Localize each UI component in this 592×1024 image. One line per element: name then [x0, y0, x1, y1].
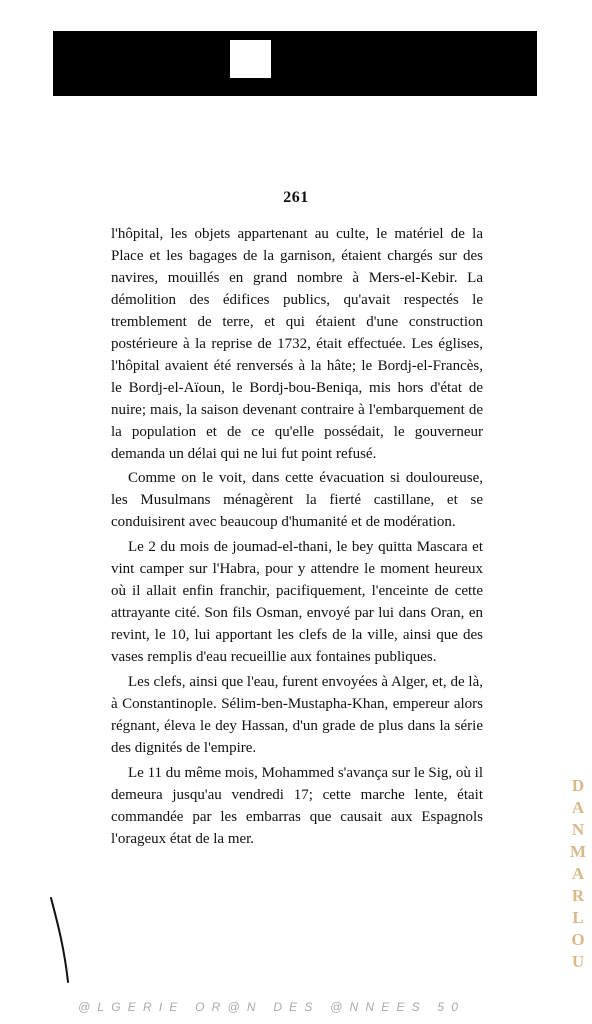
paragraph-2: Comme on le voit, dans cette évacuation si douloureuse, les Musulmans ménagèrent la fierté castillane, et se conduisirent avec beaucoup d'humanité et de modération. [111, 470, 483, 531]
watermark-letter: M [569, 842, 587, 861]
watermark-letter: R [571, 886, 585, 905]
paragraph-4: Les clefs, ainsi que l'eau, furent envoyées à Alger, et, de là, à Constantinople. Sélim-ben-Mustapha-Khan, empereur alors régnant, éleva le dey Hassan, d'un grade de plus dans la série des dignités de l'empire. [111, 674, 483, 756]
footer-watermark: @LGERIE OR@N DES @NNEES 50 [78, 1000, 466, 1014]
paragraph-3: Le 2 du mois de joumad-el-thani, le bey quitta Mascara et vint camper sur l'Habra, pour y attendre le moment heureux où il allait enfin franchir, pacifiquement, l'enceinte de cette attrayante cité. Son fils Osman, envoyé par lui dans Oran, en revint, le 10, lui apportant les clefs de la ville, ainsi que des vases remplis d'eau recueillie aux fontaines publiques. [111, 539, 483, 666]
redaction-bar [53, 31, 537, 96]
watermark-letter: N [571, 820, 585, 839]
page-number: 261 [283, 189, 309, 206]
watermark-letter: A [571, 864, 585, 883]
watermark-letter: D [571, 776, 585, 795]
vertical-watermark [566, 775, 590, 995]
paragraph-1: l'hôpital, les objets appartenant au culte, le matériel de la Place et les bagages de la garnison, étaient chargés sur des navires, mouillés en grand nombre à Mers-el-Kebir. La démolition des édifices publics, qu'avait respectés le tremblement de terre, et qui étaient d'une construction postérieure à la reprise de 1732, était effectuée. Les églises, l'hôpital avaient été renversés à la hâte; le Bordj-el-Francès, le Bordj-el-Aïoun, le Bordj-bou-Beniqa, mis hors d'état de nuire; mais, la saison devenant contraire à l'embarquement de la population et de ce qu'elle possédait, le gouverneur demanda un délai qui ne lui fut point refusé. [111, 226, 483, 462]
margin-pen-stroke [48, 896, 78, 986]
paragraph-5: Le 11 du même mois, Mohammed s'avança sur le Sig, où il demeura jusqu'au vendredi 17; cette marche lente, était commandée par les embarras que causait aux Espagnols l'orageux état de la mer. [111, 764, 483, 847]
watermark-letter: O [571, 930, 585, 949]
body-text [111, 224, 483, 851]
watermark-letter: A [571, 798, 585, 817]
redaction-window [230, 40, 271, 78]
watermark-letter: U [571, 952, 585, 971]
watermark-letter: L [572, 908, 584, 927]
